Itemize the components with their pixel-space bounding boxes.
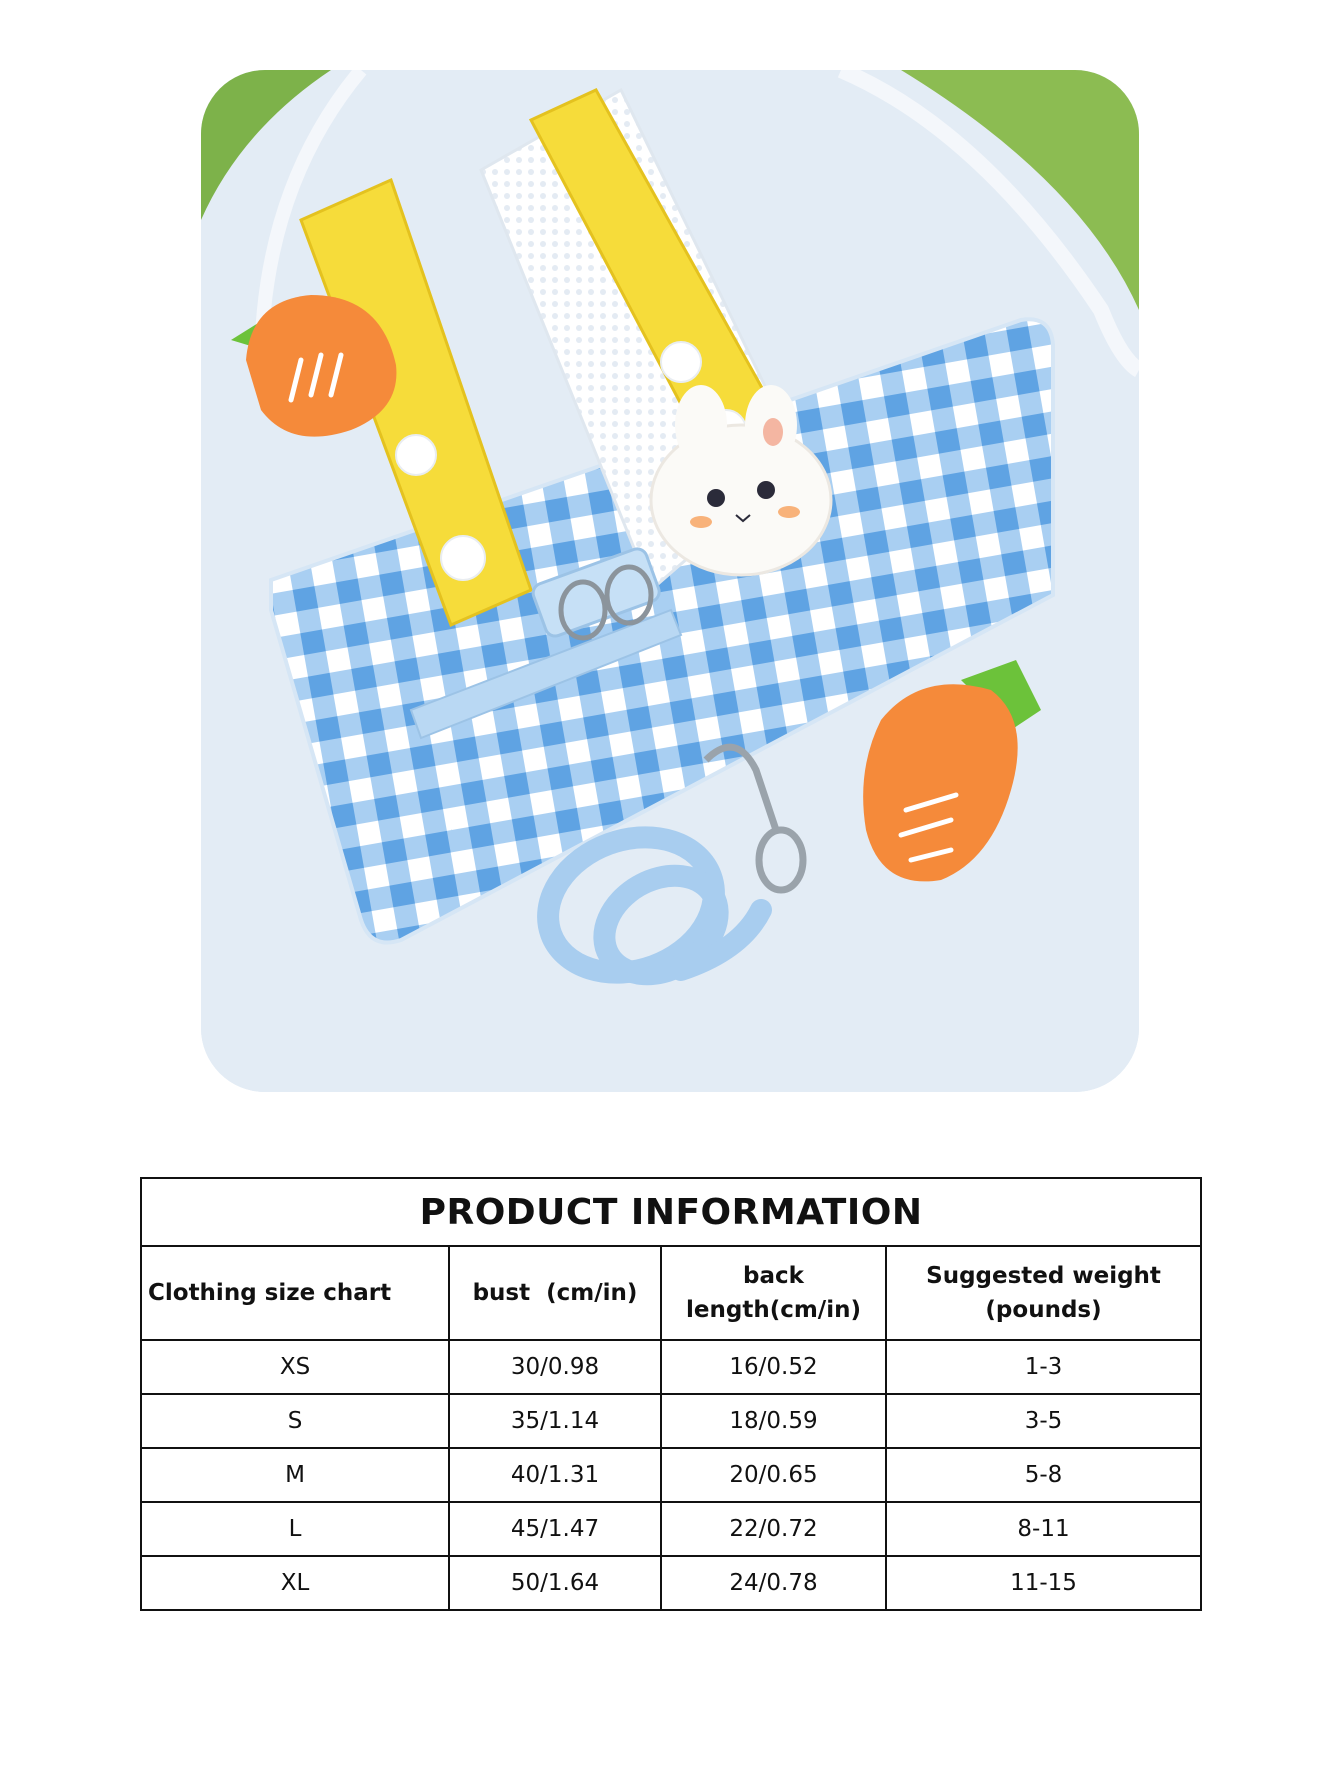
cell-size: L [141,1502,449,1556]
cell-bust: 35/1.14 [449,1394,661,1448]
cell-size: S [141,1394,449,1448]
cell-size: XL [141,1556,449,1610]
cell-back-length: 22/0.72 [661,1502,886,1556]
cell-back-length: 20/0.65 [661,1448,886,1502]
header-back-length: back length(cm/in) [661,1246,886,1340]
header-bust: bust (cm/in) [449,1246,661,1340]
header-row [141,1246,1201,1340]
cell-bust: 30/0.98 [449,1340,661,1394]
cell-back-length: 24/0.78 [661,1556,886,1610]
cell-weight: 8-11 [886,1502,1201,1556]
cell-weight: 3-5 [886,1394,1201,1448]
product-photo [201,70,1139,1092]
cell-bust: 50/1.64 [449,1556,661,1610]
cell-back-length: 18/0.59 [661,1394,886,1448]
header-size: Clothing size chart [141,1246,449,1340]
cell-weight: 5-8 [886,1448,1201,1502]
cell-bust: 45/1.47 [449,1502,661,1556]
cell-weight: 11-15 [886,1556,1201,1610]
header-weight: Suggested weight (pounds) [886,1246,1201,1340]
cell-weight: 1-3 [886,1340,1201,1394]
cell-size: M [141,1448,449,1502]
table-row [141,1340,1201,1394]
cell-size: XS [141,1340,449,1394]
cell-back-length: 16/0.52 [661,1340,886,1394]
cell-bust: 40/1.31 [449,1448,661,1502]
table-title: PRODUCT INFORMATION [141,1178,1201,1246]
table-row [141,1556,1201,1610]
table-row [141,1394,1201,1448]
table-row [141,1448,1201,1502]
harness-illustration [201,70,1139,1092]
product-info-table [140,1177,1202,1611]
table-row [141,1502,1201,1556]
